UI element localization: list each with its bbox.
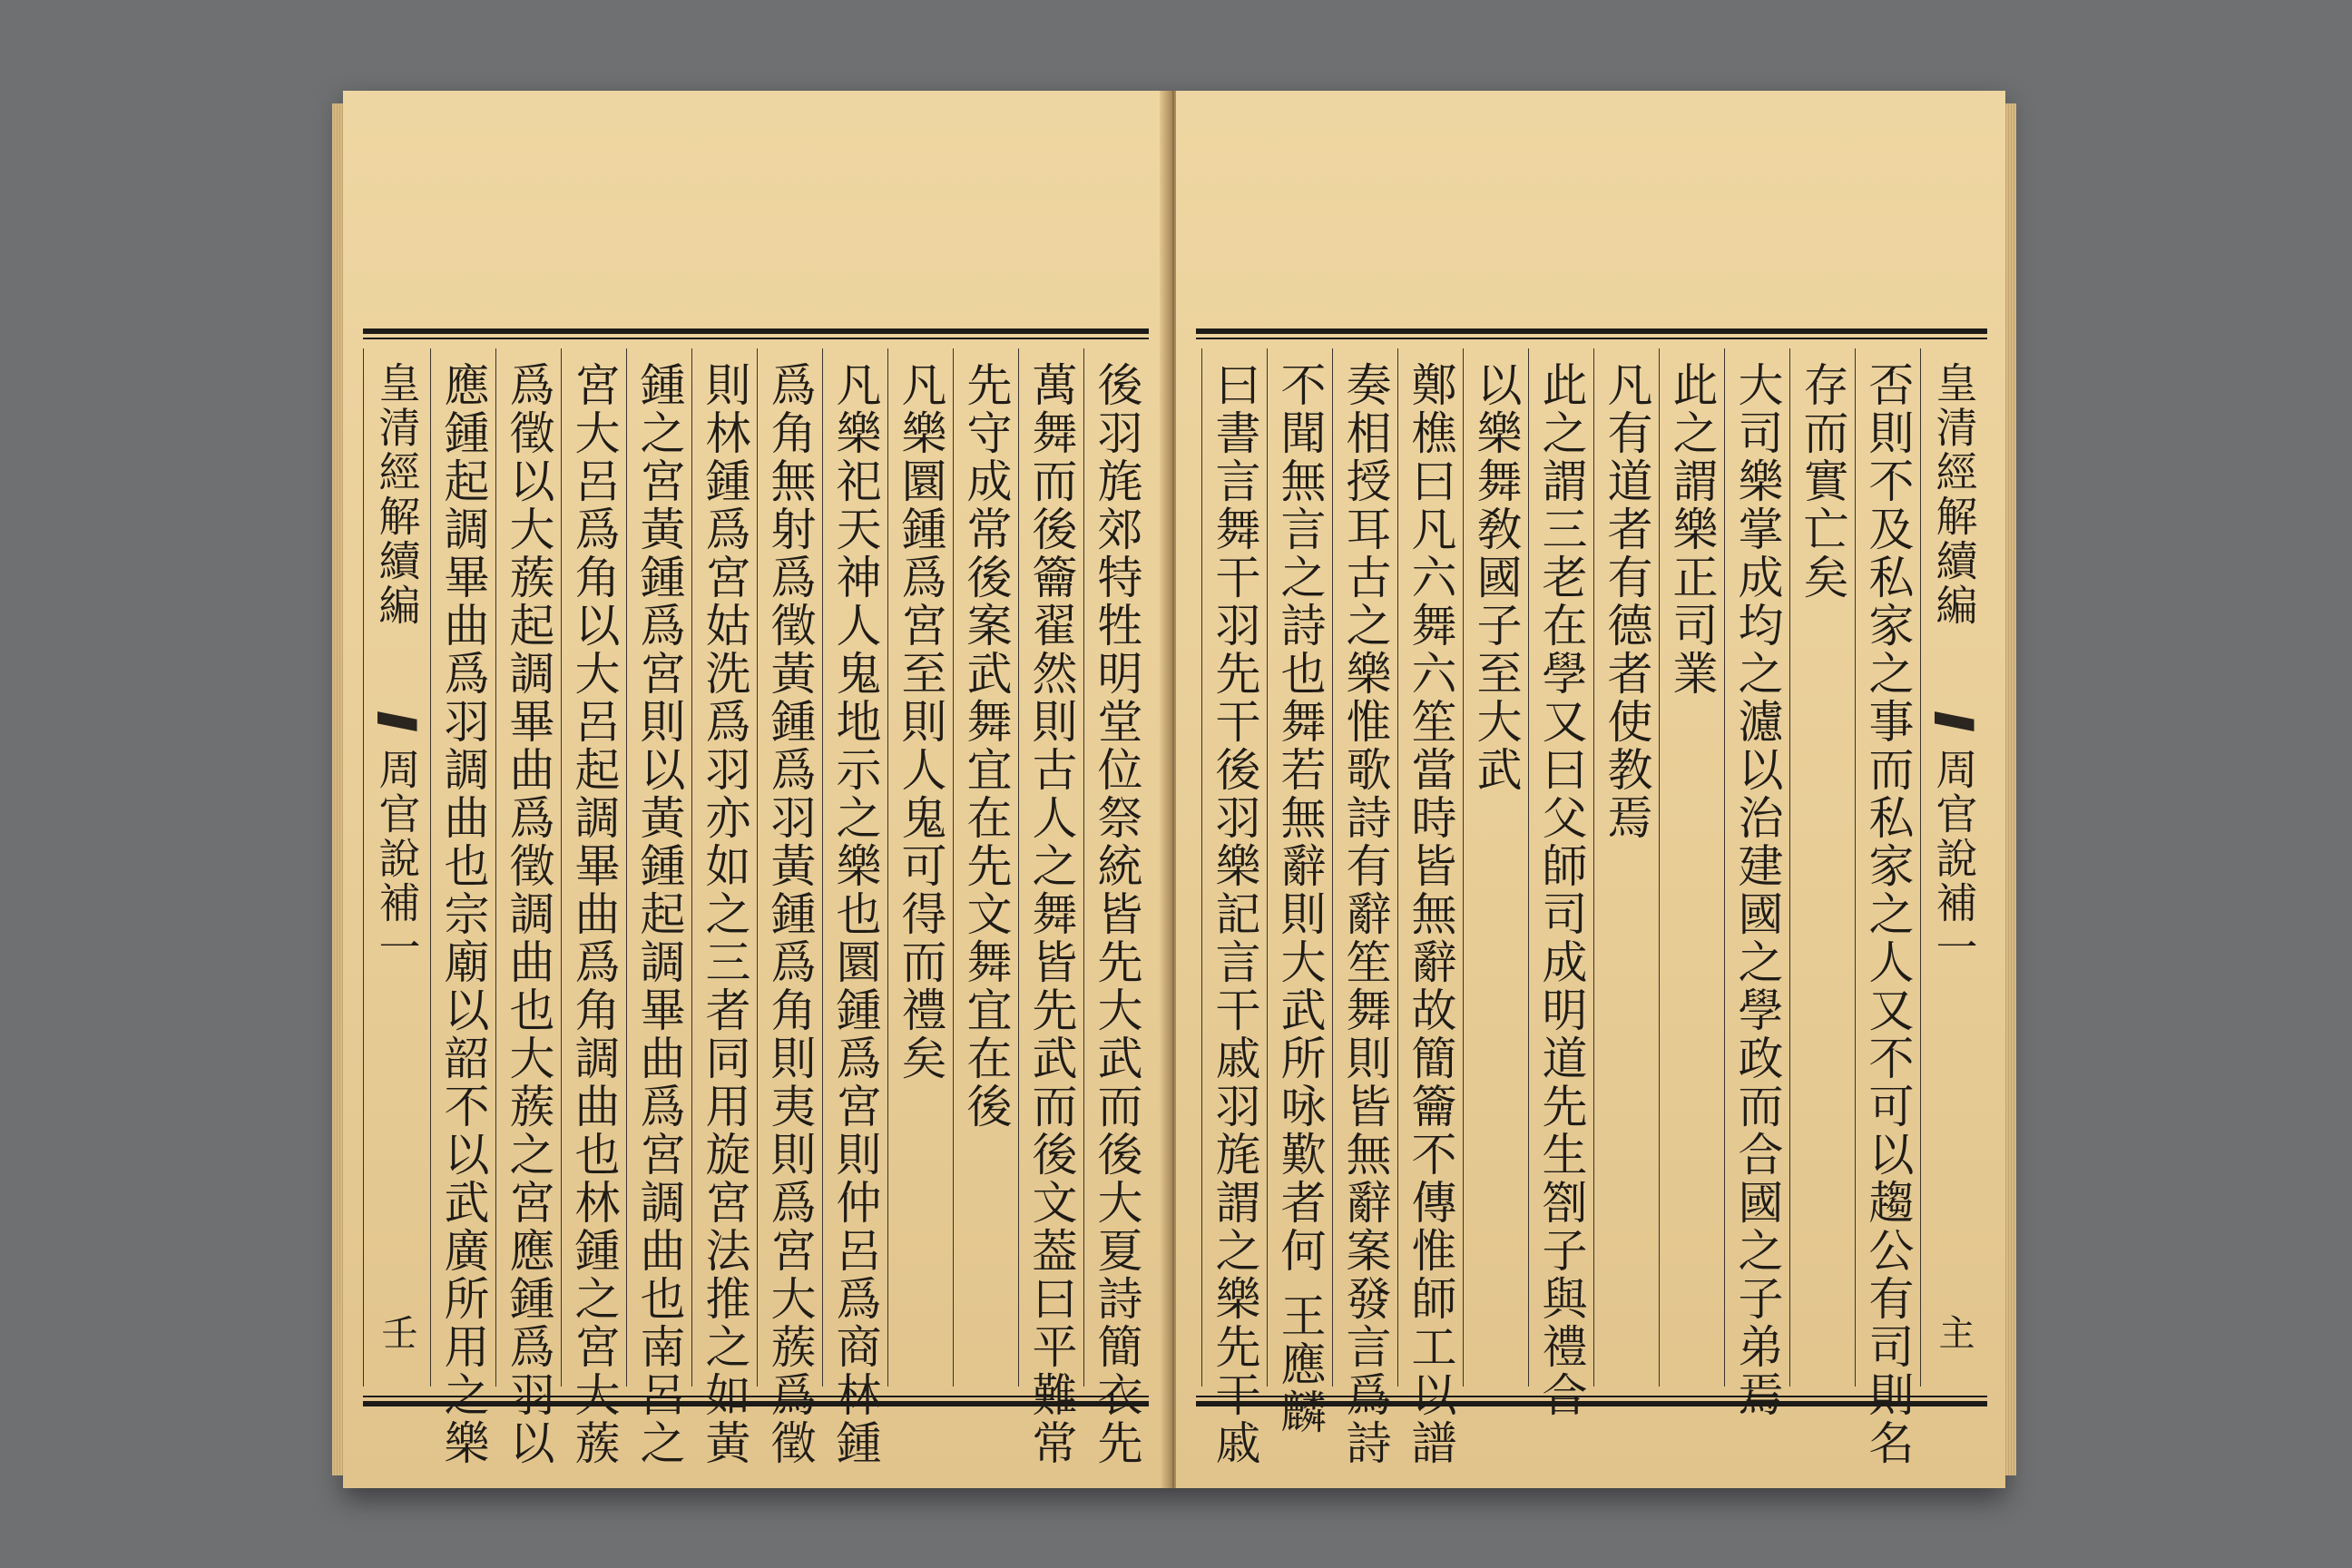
- page-edge-right: [2004, 103, 2016, 1475]
- left-page-frame: [363, 328, 1149, 1467]
- text-column: 曰書言舞干羽先干後羽樂記言干戚羽旄謂之樂先干戚: [1201, 348, 1267, 1387]
- right-columns: [1196, 348, 1987, 1467]
- section-title: 周官說補一: [372, 748, 422, 970]
- text-column: 鄭樵曰凡六舞六笙當時皆無辭故簡籥不傳惟師工以譜: [1397, 348, 1463, 1387]
- text-column: 鍾之宮黃鍾爲宮則以黃鍾起調畢曲爲宮調曲也南呂之: [626, 348, 691, 1387]
- text-column: 不聞無言之詩也舞若無辭則大武所咏歎者何 王應麟: [1267, 348, 1332, 1387]
- open-book: [343, 91, 2005, 1488]
- page-number: 壬: [376, 1314, 417, 1350]
- text-column: 凡樂祀天神人鬼地示之樂也圜鍾爲宮則仲呂爲商林鍾: [822, 348, 887, 1387]
- text-column: 以樂舞敎國子至大武: [1463, 348, 1528, 1387]
- fish-tail-mark: [377, 711, 417, 731]
- left-columns: [363, 348, 1149, 1467]
- text-column: 存而實亡矣: [1789, 348, 1855, 1387]
- text-column: 大司樂掌成均之濾以治建國之學政而合國之子弟焉: [1724, 348, 1789, 1387]
- text-column: 萬舞而後籥翟然則古人之舞皆先武而後文葢曰平難常: [1018, 348, 1083, 1387]
- text-column: 凡樂圜鍾爲宮至則人鬼可得而禮矣: [887, 348, 953, 1387]
- text-column: 應鍾起調畢曲爲羽調曲也宗廟以韶不以武廣所用之樂: [430, 348, 495, 1387]
- text-column: 則林鍾爲宮姑洗爲羽亦如之三者同用旋宮法推之如黃: [691, 348, 757, 1387]
- right-page-frame: [1196, 328, 1987, 1467]
- section-title: 周官說補一: [1929, 748, 1979, 970]
- text-column: 宮大呂爲角以大呂起調畢曲爲角調曲也林鍾之宮大蔟: [561, 348, 626, 1387]
- text-column: 奏相授耳古之樂惟歌詩有辭笙舞則皆無辭案發言爲詩: [1332, 348, 1397, 1387]
- text-column: 此之謂樂正司業: [1659, 348, 1724, 1387]
- text-column: 此之謂三老在學又曰父師司成明道先生劄子與禮合: [1528, 348, 1593, 1387]
- page-header-column: [363, 348, 430, 1387]
- text-column: 爲角無射爲徵黃鍾爲羽黃鍾爲角則夷則爲宮大蔟爲徵: [757, 348, 822, 1387]
- left-page: [343, 91, 1165, 1488]
- text-column: 凡有道者有德者使教焉: [1593, 348, 1659, 1387]
- fish-tail-mark: [1935, 711, 1975, 731]
- book-title: 皇清經解續編: [1929, 361, 1979, 628]
- text-column: 爲徵以大蔟起調畢曲爲徵調曲也大蔟之宮應鍾爲羽以: [495, 348, 561, 1387]
- text-column: 後羽旄郊特牲明堂位祭統皆先大武而後大夏詩簡衣先: [1083, 348, 1149, 1387]
- book-title: 皇清經解續編: [372, 361, 422, 628]
- right-page: [1176, 91, 2005, 1488]
- page-number: 主: [1933, 1314, 1975, 1350]
- text-column: 否則不及私家之事而私家之人又不可以趨公有司則名: [1855, 348, 1920, 1387]
- text-column: 先守成常後案武舞宜在先文舞宜在後: [953, 348, 1018, 1387]
- page-header-column: [1920, 348, 1987, 1387]
